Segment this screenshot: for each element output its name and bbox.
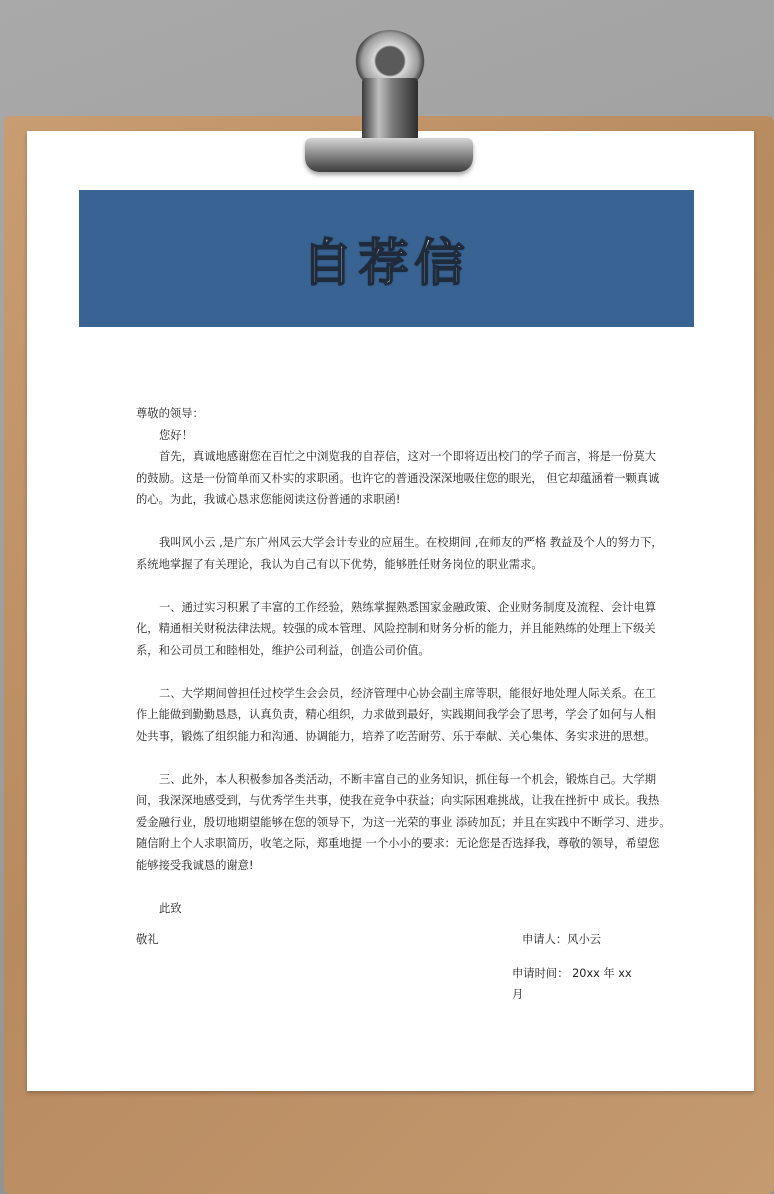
binder-clip-base (305, 138, 473, 172)
point-one-line: 系，和公司员工和睦相处，维护公司利益，创造公司价值。 (136, 643, 430, 657)
intro-line: 的心。为此，我诚心恳求您能阅读这份普通的求职函! (136, 493, 401, 506)
point-two-line: 二、大学期间曾担任过校学生会会员，经济管理中心协会副主席等职，能很好地处理人际关系。在工 (159, 686, 657, 700)
self-intro-line: 我叫风小云 ,是广东广州风云大学会计专业的应届生。在校期间 ,在师友的严格 教益及个人的努力下， (159, 536, 663, 549)
salute: 敬礼 (136, 933, 159, 946)
application-date: 申请时间： 20xx 年 xx 月 (512, 966, 632, 1001)
point-three-line: 三、此外，本人积极参加各类活动，不断丰富自己的业务知识，抓住每一个机会，锻炼自己。大学期 (159, 772, 657, 786)
date-row (136, 963, 640, 1001)
hello-line: 您好！ (159, 428, 193, 442)
point-one-line: 一、通过实习积累了丰富的工作经验，熟练掌握熟悉国家金融政策、企业财务制度及流程、会计电算 (159, 600, 657, 614)
letter-body (136, 403, 671, 1001)
binder-clip-icon (362, 78, 418, 144)
point-two-line: 作上能做到勤勤恳恳，认真负责，精心组织，力求做到最好，实践期间我学会了思考，学会了如何与人相 (136, 708, 656, 721)
closing: 此致 (159, 901, 182, 915)
self-intro-line: 系统地掌握了有关理论，我认为自己有以下优势，能够胜任财务岗位的职业需求。 (136, 557, 543, 571)
point-three-line: 爱金融行业，殷切地期望能够在您的领导下，为这一光荣的事业 添砖加瓦；并且在实践中不断学习、进步。 (136, 815, 671, 829)
point-two-line: 处共事，锻炼了组织能力和沟通、协调能力，培养了吃苦耐劳、乐于奉献、关心集体、务实求进的思想。 (136, 729, 656, 743)
point-three-line: 间，我深深地感受到，与优秀学生共事，使我在竞争中获益；向实际困难挑战，让我在挫折中 成长。我热 (136, 794, 660, 807)
intro-line: 首先，真诚地感谢您在百忙之中浏览我的自荐信，这对一个即将迈出校门的学子而言，将是一份莫大 (159, 450, 657, 463)
signature-row (136, 929, 640, 951)
point-three-line: 随信附上个人求职简历，收笔之际，郑重地提 一个小小的要求：无论您是否选择我，尊敬的领导，希望您 (136, 837, 660, 850)
greeting: 尊敬的领导： (136, 407, 204, 420)
title-banner (79, 190, 694, 327)
applicant-name: 申请人：风小云 (522, 933, 602, 946)
point-one-line: 化，精通相关财税法律法规。较强的成本管理、风险控制和财务分析的能力，并且能熟练的处理上下级关 (136, 622, 656, 635)
point-three-line: 能够接受我诚恳的谢意! (136, 858, 254, 872)
intro-line: 的鼓励。这是一份简单而又朴实的求职函。也许它的普通没深深地吸住您的眼光， 但它却蕴涵着一颗真诚 (136, 471, 660, 485)
page-title: 自荐信 (302, 233, 471, 292)
